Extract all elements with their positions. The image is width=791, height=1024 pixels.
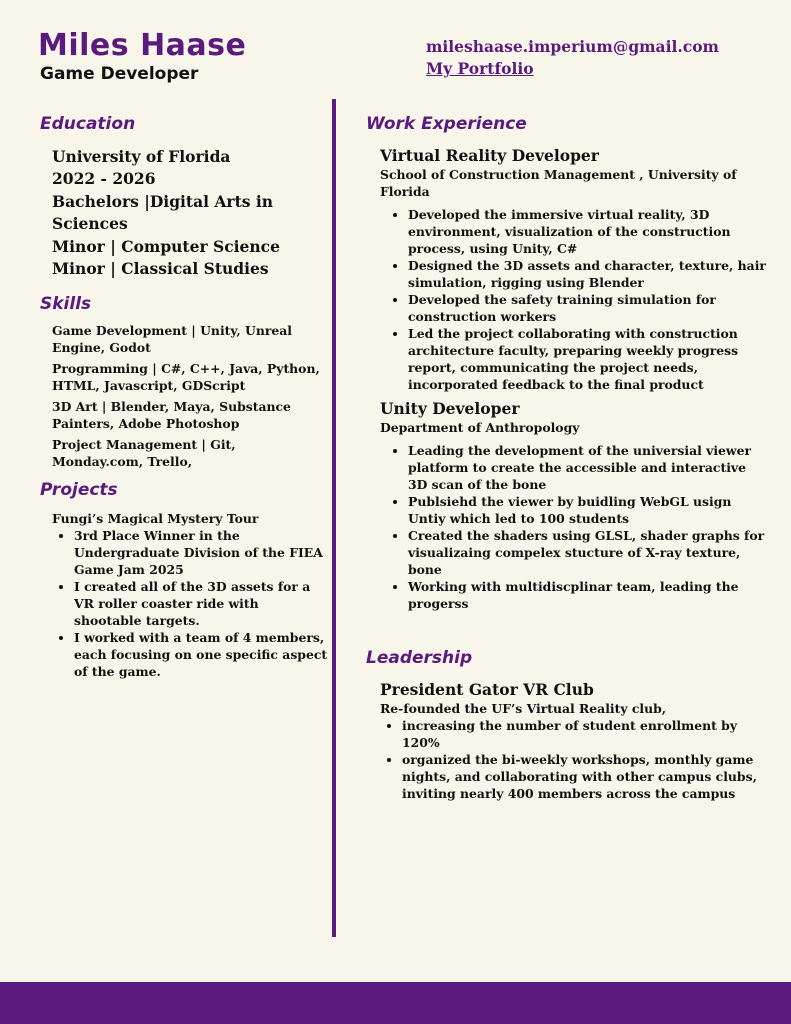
leadership-entry <box>366 680 766 802</box>
job-entry-org: School of Construction Management , University of Florida <box>380 167 737 199</box>
skill-item: Project Management | Git, Monday.com, Trello, <box>52 437 236 470</box>
work-heading: Work Experience <box>366 114 527 134</box>
project-bullet: • I created all of the 3D assets for a VR roller coaster ride with shootable targets. <box>74 578 330 629</box>
project-bullets <box>52 527 330 680</box>
job-entry-org: Department of Anthropology <box>380 420 580 435</box>
education-line: Bachelors |Digital Arts in Sciences <box>52 191 274 234</box>
job-bullet: • Created the shaders using GLSL, shader graphs for visualizaing compelex stucture of X-ray texture, bone <box>408 527 766 578</box>
skill-item: 3D Art | Blender, Maya, Substance Painters, Adobe Photoshop <box>52 399 291 432</box>
column-divider <box>332 99 336 937</box>
leadership-bullets <box>380 717 766 802</box>
education-line: University of Florida <box>52 147 231 166</box>
job-bullet: • Developed the immersive virtual reality, 3D environment, visualization of the construction process, using Unity, C# <box>408 206 766 257</box>
leadership-description: Re-founded the UF’s Virtual Reality club, <box>380 701 667 716</box>
job-entry-title: Unity Developer <box>380 399 520 418</box>
job-bullet: • Designed the 3D assets and character, texture, hair simulation, rigging using Blender <box>408 257 766 291</box>
candidate-name: Miles Haase <box>38 28 247 63</box>
projects-heading: Projects <box>40 480 118 501</box>
leadership-heading: Leadership <box>366 648 473 668</box>
education-line: Minor | Computer Science <box>52 236 280 256</box>
job-bullet: • Developed the safety training simulation for construction workers <box>408 291 766 325</box>
portfolio-link[interactable]: My Portfolio <box>426 59 534 78</box>
project-bullet: • I worked with a team of 4 members, each focusing on one specific aspect of the game. <box>74 629 330 680</box>
education-line: 2022 - 2026 <box>52 169 156 189</box>
education-section <box>40 114 330 280</box>
project-bullet: • 3rd Place Winner in the Undergraduate Division of the FIEA Game Jam 2025 <box>74 527 330 578</box>
job-entry-bullets <box>380 206 766 393</box>
job-bullet: • Working with multidiscplinar team, leading the progerss <box>408 578 766 612</box>
job-bullet: • Led the project collaborating with construction architecture faculty, preparing weekly progress report, communicating the project needs, incorporated feedback to the final product <box>408 325 766 393</box>
contact-block <box>426 36 719 80</box>
footer-bar <box>0 982 791 1024</box>
job-entry <box>366 399 766 612</box>
skills-section <box>40 294 330 470</box>
skills-list <box>40 322 330 470</box>
education-heading: Education <box>40 114 136 134</box>
education-details <box>40 146 330 280</box>
job-entry-bullets <box>380 442 766 612</box>
skills-heading: Skills <box>40 294 92 315</box>
job-bullet: • Leading the development of the universial viewer platform to create the accessible and interactive 3D scan of the bone <box>408 442 766 493</box>
project-block <box>40 510 330 680</box>
email-link[interactable]: mileshaase.imperium@gmail.com <box>426 37 719 56</box>
job-entry <box>366 146 766 393</box>
projects-section <box>40 480 330 680</box>
right-column <box>366 114 766 802</box>
leadership-bullet: • increasing the number of student enrollment by 120% <box>402 717 766 751</box>
job-bullet: • Publsiehd the viewer by buidling WebGL usign Untiy which led to 100 students <box>408 493 766 527</box>
skill-item: Programming | C#, C++, Java, Python, HTML, Javascript, GDScript <box>52 361 320 394</box>
left-column <box>40 114 330 680</box>
project-title: Fungi’s Magical Mystery Tour <box>52 511 259 527</box>
job-entry-title: Virtual Reality Developer <box>380 146 599 165</box>
leadership-bullet: • organized the bi-weekly workshops, monthly game nights, and collaborating with other campus clubs, inviting nearly 400 members across the campus <box>402 751 766 802</box>
work-section <box>366 114 766 612</box>
leadership-section <box>366 648 766 802</box>
skill-item: Game Development | Unity, Unreal Engine, Godot <box>52 323 292 356</box>
education-line: Minor | Classical Studies <box>52 259 269 279</box>
leadership-title: President Gator VR Club <box>380 680 594 699</box>
job-title: Game Developer <box>40 64 199 84</box>
